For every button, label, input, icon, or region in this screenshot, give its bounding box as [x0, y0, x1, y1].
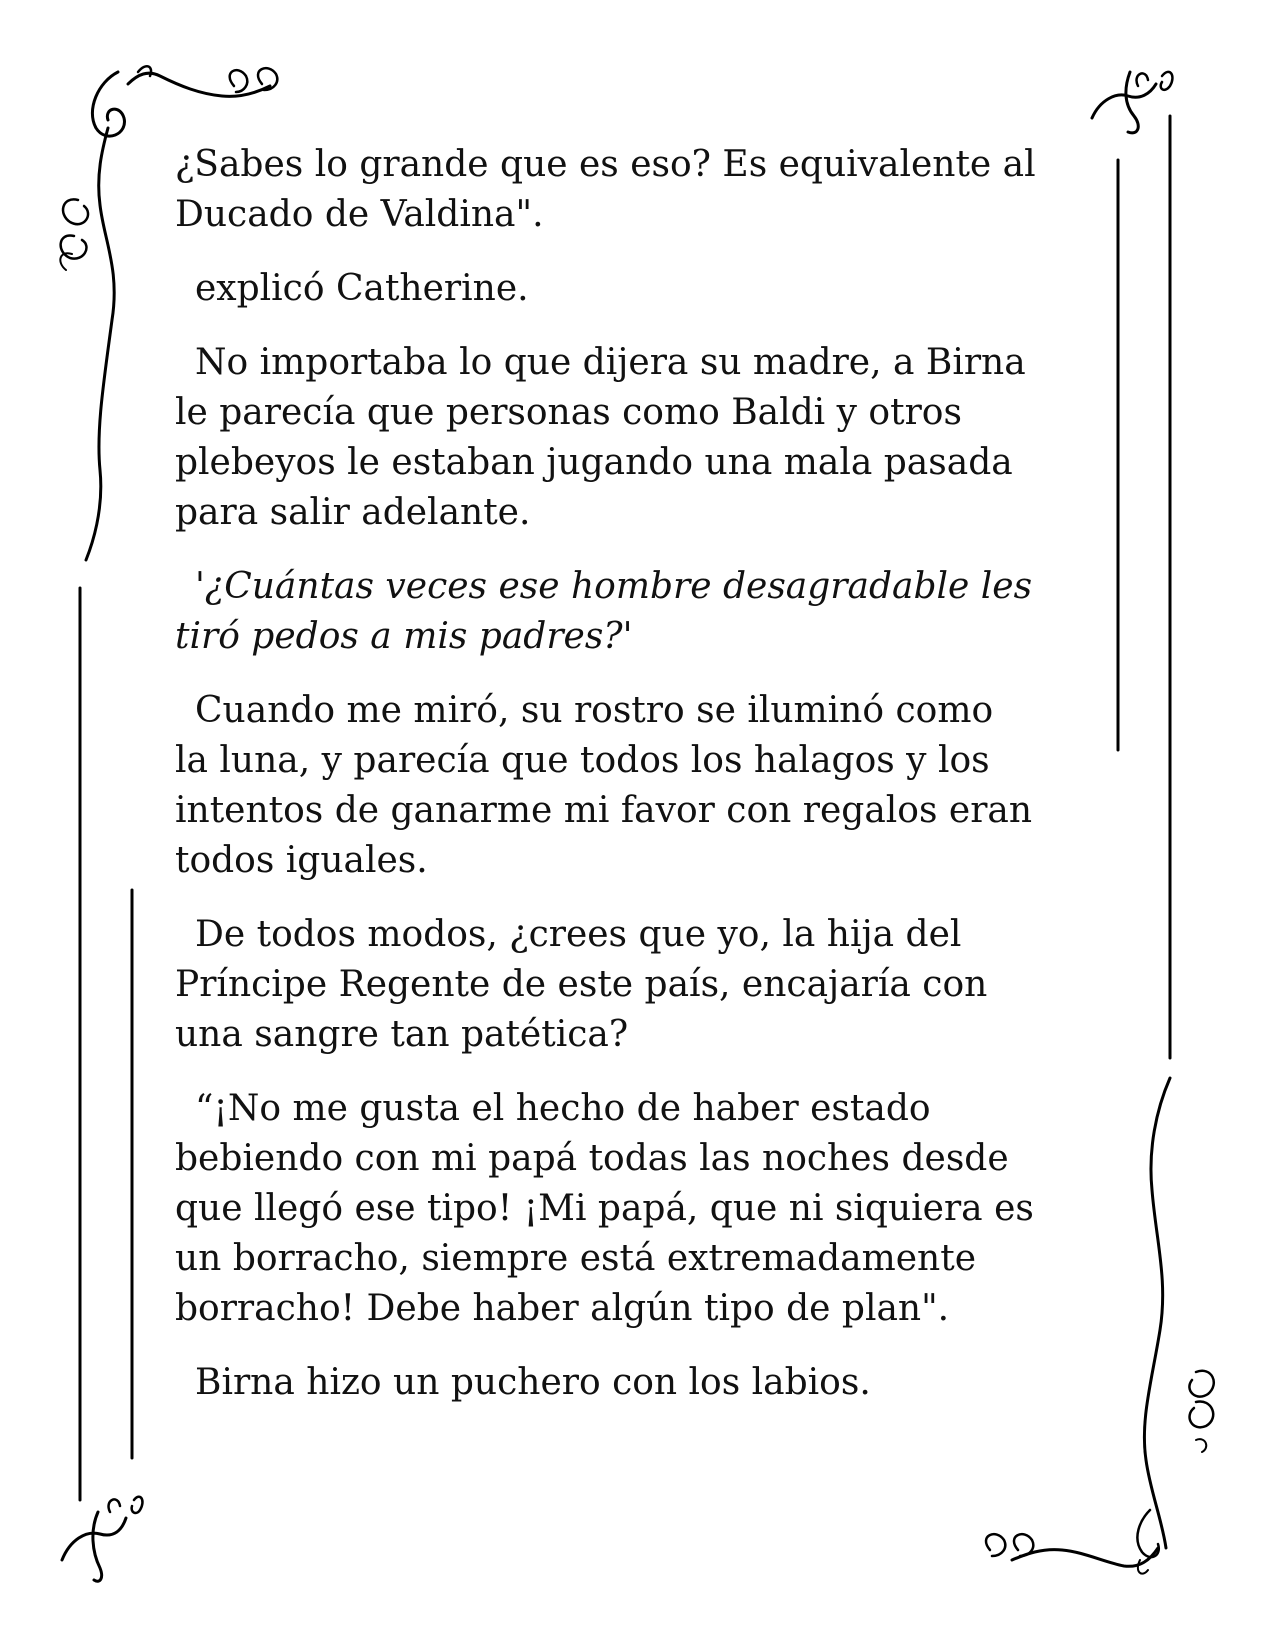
paragraph: Birna hizo un puchero con los labios. [195, 1362, 871, 1403]
paragraph: Cuando me miró, su rostro se iluminó como la luna, y parecía que todos los halagos y los intentos de ganarme mi favor con regalos eran todos iguales. [175, 690, 1033, 881]
paragraph: ¿Sabes lo grande que es eso? Es equivalente al Ducado de Valdina". [175, 144, 1036, 235]
body-text [175, 140, 1075, 1432]
paragraph-italic: '¿Cuántas veces ese hombre desagradable les tiró pedos a mis padres?' [175, 566, 1033, 657]
paragraph: De todos modos, ¿crees que yo, la hija del Príncipe Regente de este país, encajaría con una sangre tan patética? [175, 914, 988, 1055]
paragraph: “¡No me gusta el hecho de haber estado bebiendo con mi papá todas las noches desde que llegó ese tipo! ¡Mi papá, que ni siquiera es un borracho, siempre está extremadamente borracho! Debe haber algún tipo de plan". [175, 1088, 1034, 1329]
top-right-flourish-icon [1092, 72, 1172, 133]
paragraph: No importaba lo que dijera su madre, a Birna le parecía que personas como Baldi y otros plebeyos le estaban jugando una mala pasada para salir adelante. [175, 342, 1026, 533]
paragraph: explicó Catherine. [195, 268, 529, 309]
bottom-left-flourish-icon [62, 1497, 142, 1582]
